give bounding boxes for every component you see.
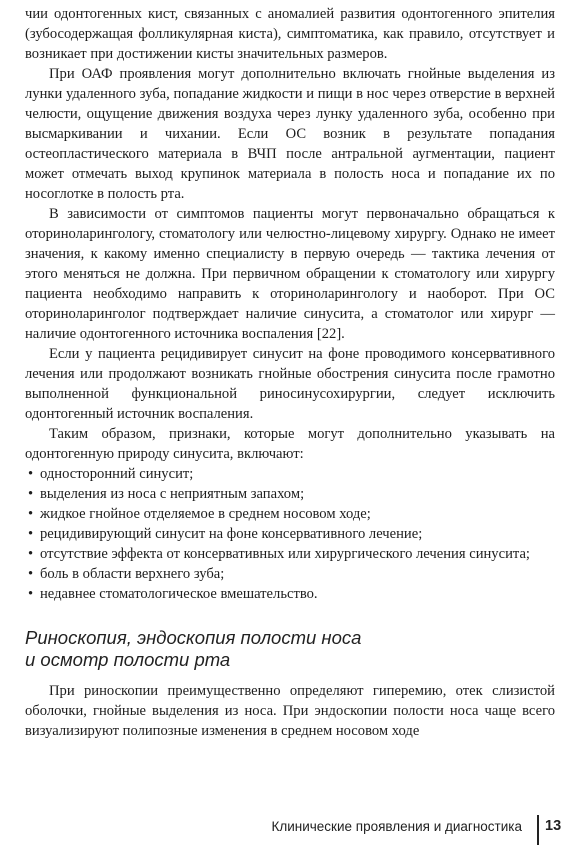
bullet-marker: • bbox=[28, 506, 34, 522]
bullet-marker: • bbox=[28, 546, 34, 562]
section-heading-line2: и осмотр полости рта bbox=[25, 649, 231, 670]
page-number: 13 bbox=[545, 818, 562, 834]
paragraph-rhinoscopy: При риноскопии преимущественно определяют гиперемию, отек слизистой оболочки, гнойные выделения из носа. При эндоскопии полости носа чаще всего визуализируют полипозные изменения в среднем носовом ходе bbox=[25, 683, 555, 739]
bullet-marker: • bbox=[28, 486, 34, 502]
bullet-marker: • bbox=[28, 466, 34, 482]
paragraph-continuation: чии одонтогенных кист, связанных с аномалией развития одонтогенного эпителия (зубосодержащая фолликулярная киста), симптоматика, как правило, отсутствует и возникает при достижении кисты значительных размеров. bbox=[25, 6, 555, 62]
list-item: • рецидивирующий синусит на фоне консервативного лечение; bbox=[28, 526, 423, 542]
section-heading bbox=[25, 627, 555, 671]
list-item: • жидкое гнойное отделяемое в среднем носовом ходе; bbox=[28, 506, 371, 522]
bullet-marker: • bbox=[28, 526, 34, 542]
list-item: • выделения из носа с неприятным запахом; bbox=[28, 486, 305, 502]
paragraph-specialists: В зависимости от симптомов пациенты могут первоначально обращаться к оториноларингологу, стоматологу или челюстно-лицевому хирургу. Однако не имеет значения, к какому именно специалисту в первую очередь — тактика лечения от этого меняться не должна. При первичном обращении к стоматологу или хирургу пациента необходимо направить к оториноларингологу и наоборот. При ОС оториноларинголог подтверждает наличие синусита, а стоматолог или хирург — наличие одонтогенного источника воспаления [22]. bbox=[25, 206, 555, 342]
running-title: Клинические проявления и диагностика bbox=[271, 819, 522, 834]
paragraph-recurrence: Если у пациента рецидивирует синусит на фоне проводимого консервативного лечения или продолжают возникать гнойные обострения синусита после грамотно выполненной функциональной риносинусохирургии, следует исключить одонтогенный источник воспаления. bbox=[25, 346, 555, 422]
footer-divider bbox=[537, 815, 539, 845]
signs-list bbox=[25, 464, 555, 604]
bullet-marker: • bbox=[28, 566, 34, 582]
list-item: • односторонний синусит; bbox=[28, 466, 194, 482]
list-item: • отсутствие эффекта от консервативных или хирургического лечения синусита; bbox=[28, 546, 530, 562]
section-heading-line1: Риноскопия, эндоскопия полости носа bbox=[25, 627, 362, 648]
paragraph-oaf: При ОАФ проявления могут дополнительно включать гнойные выделения из лунки удаленного зуба, попадание жидкости и пищи в нос через отверстие в верхней челюсти, ощущение движения воздуха через лунку удаленного зуба, особенно при высмаркивании и чихании. Если ОС возник в результате попадания остеопластического материала в ВЧП после антральной аугментации, пациент может отмечать выход крупинок материала в полость носа и попадание их по носоглотке в полость рта. bbox=[25, 66, 555, 202]
bullet-marker: • bbox=[28, 586, 34, 602]
page-footer bbox=[0, 815, 567, 845]
list-item: • боль в области верхнего зуба; bbox=[28, 566, 225, 582]
list-item: • недавнее стоматологическое вмешательство. bbox=[28, 586, 318, 602]
paragraph-signs-intro: Таким образом, признаки, которые могут дополнительно указывать на одонтогенную природу синусита, включают: bbox=[25, 426, 555, 462]
